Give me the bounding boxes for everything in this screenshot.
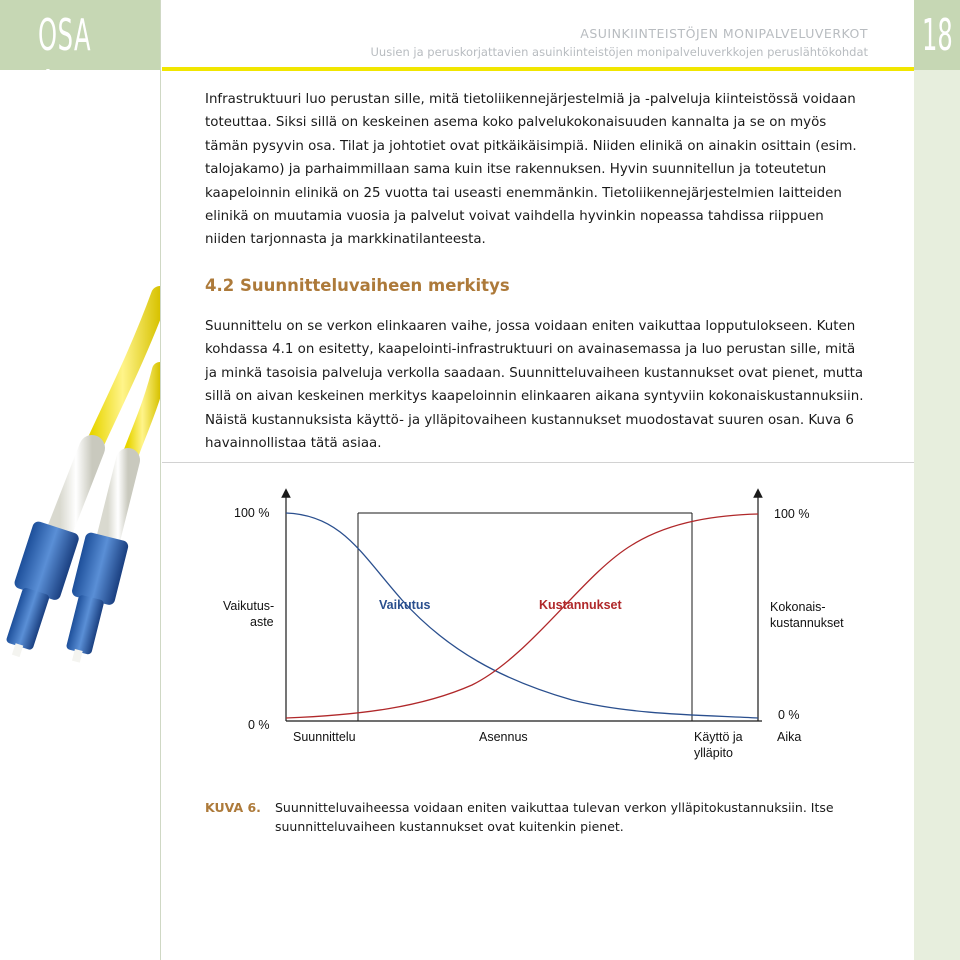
- header-rule: [162, 67, 914, 71]
- kustannukset-curve-label: Kustannukset: [539, 598, 622, 612]
- page-number: 18: [922, 10, 953, 61]
- right-margin-strip: [914, 70, 960, 960]
- vaikutus-curve: [286, 513, 758, 718]
- right-axis-label-1: Kokonais-: [770, 600, 826, 614]
- phase-label-kaytto-2: ylläpito: [694, 746, 733, 760]
- phase-label-suunnittelu: Suunnittelu: [293, 730, 356, 744]
- phase-label-kaytto-1: Käyttö ja: [694, 730, 743, 744]
- running-subtitle: Uusien ja peruskorjattavien asuinkiinteistöjen monipalveluverkkojen peruslähtökohdat: [370, 45, 868, 59]
- right-axis-label-2: kustannukset: [770, 616, 844, 630]
- phase-label-asennus: Asennus: [479, 730, 528, 744]
- fiber-cable-image: [0, 70, 160, 960]
- left-bottom-tick: 0 %: [248, 718, 270, 732]
- running-title: ASUINKIINTEISTÖJEN MONIPALVELUVERKOT: [580, 26, 868, 41]
- caption-label: KUVA 6.: [205, 800, 261, 815]
- kustannukset-curve: [286, 514, 758, 718]
- right-bottom-tick: 0 %: [778, 708, 800, 722]
- section-tab-label: OSA 4: [38, 10, 92, 112]
- caption-text: Suunnitteluvaiheessa voidaan eniten vaikuttaa tulevan verkon ylläpitokustannuksiin. Itse suunnitteluvaiheen kustannukset ovat kuitenkin pienet.: [275, 800, 834, 834]
- vaikutus-curve-label: Vaikutus: [379, 598, 431, 612]
- body-paragraph-1: Infrastruktuuri luo perustan sille, mitä tietoliikennejärjestelmiä ja -palveluja kiinteistössä voidaan toteuttaa. Siksi sillä on keskeinen asema koko palvelukokonaisuuden kannalta ja se on myös tämän pysyvin osa. Tilat ja johtotiet ovat pitkäikäisimpiä. Niiden elinikä on ainakin osittain (esim. talojakamo) ja parhaimmillaan sama kuin itse rakennuksen. Hyvin suunnitellun ja toteutetun kaapeloinnin elinikä on 25 vuotta tai useasti enemmänkin. Tietoliikennejärjestelmien laitteiden elinikä on muutamia vuosia ja palvelut voivat vaihdella hyvinkin nopeassa tahdissa riippuen niiden tarjonnasta ja markkinatilanteesta.: [205, 92, 857, 248]
- figure-6: [162, 475, 914, 795]
- left-axis-label-1: Vaikutus-: [223, 599, 275, 613]
- left-top-tick: 100 %: [234, 506, 270, 520]
- page-number-tab: [914, 0, 960, 70]
- time-axis-label: Aika: [777, 730, 802, 744]
- figure-divider: [162, 462, 914, 463]
- body-paragraph-2: Suunnittelu on se verkon elinkaaren vaihe, jossa voidaan eniten vaikuttaa lopputulokseen. Kuten kohdassa 4.1 on esitetty, kaapelointi-infrastruktuuri on avainasemassa ja luo perustan sille, mitä ja minkä tasoisia palveluja verkolla saadaan. Suunnitteluvaiheen kustannukset ovat pienet, mutta sillä on aivan keskeinen merkitys kaapeloinnin elinkaaren aikana syntyviin kokonaiskustannuksiin. Näistä kustannuksista käyttö- ja ylläpitovaiheen kustannukset muodostavat suuren osan. Kuva 6 havainnollistaa tätä asiaa.: [205, 319, 864, 452]
- left-axis-label-2: aste: [250, 615, 274, 629]
- right-top-tick: 100 %: [774, 507, 810, 521]
- lifecycle-diagram: [162, 475, 914, 795]
- section-heading: 4.2 Suunnitteluvaiheen merkitys: [205, 276, 510, 295]
- section-tab: [0, 0, 160, 112]
